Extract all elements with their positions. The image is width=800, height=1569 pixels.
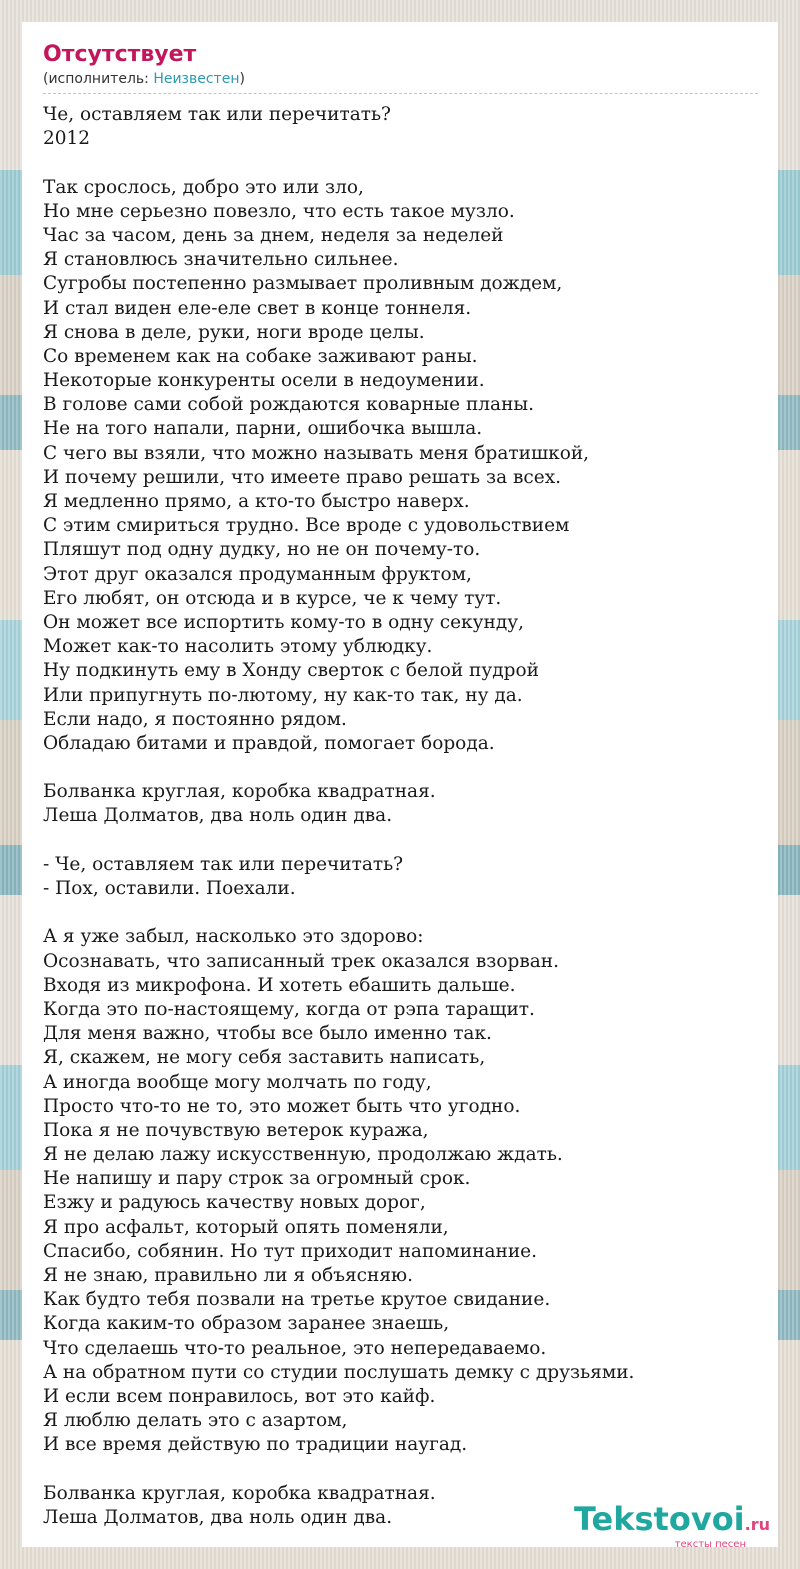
artist-prefix: (исполнитель: [43, 71, 154, 87]
lyrics-line: А на обратном пути со студии послушать демку с друзьями. [43, 1361, 635, 1383]
lyrics-line: С чего вы взяли, что можно называть меня братишкой, [43, 442, 590, 464]
lyrics-line: - Пох, оставили. Поехали. [43, 878, 296, 899]
lyrics-line: 2012 [43, 128, 91, 150]
lyrics-line: Болванка круглая, коробка квадратная. [43, 1482, 436, 1504]
lyrics-line: Для меня важно, чтобы все было именно так. [43, 1023, 492, 1045]
lyrics-line: Я не делаю лажу искусственную, продолжаю ждать. [43, 1144, 563, 1166]
lyrics-blank-line [43, 901, 758, 925]
tekstovoi-logo[interactable] [574, 1502, 770, 1551]
lyrics-line: Сугробы постепенно размывает проливным дождем, [43, 273, 563, 295]
lyrics-line: Если надо, я постоянно рядом. [43, 708, 347, 730]
lyrics-line: Леша Долматов, два ноль один два. [43, 1506, 393, 1528]
lyrics-blank-line [43, 829, 758, 853]
lyrics-line: Он может все испортить кому-то в одну секунду, [43, 611, 524, 633]
lyrics-line: Я становлюсь значительно сильнее. [43, 249, 399, 271]
lyrics-line: А я уже забыл, насколько это здорово: [43, 926, 424, 948]
lyrics-line: Со временем как на собаке заживают раны. [43, 345, 478, 367]
lyrics-line: И стал виден еле-еле свет в конце тоннеля. [43, 297, 472, 319]
lyrics-line: Я, скажем, не могу себя заставить написать, [43, 1047, 486, 1069]
artist-link[interactable]: Неизвестен [153, 71, 240, 87]
lyrics-line: Когда это по-настоящему, когда от рэпа таращит. [43, 998, 535, 1020]
lyrics-line: С этим смириться трудно. Все вроде с удовольствием [43, 515, 570, 537]
lyrics-text [43, 103, 758, 1530]
lyrics-line: Болванка круглая, коробка квадратная. [43, 781, 436, 803]
lyrics-line: Не на того напали, парни, ошибочка вышла. [43, 418, 483, 440]
lyrics-line: Я снова в деле, руки, ноги вроде целы. [43, 321, 425, 343]
logo-tagline: тексты песен [674, 1539, 746, 1550]
artist-suffix: ) [239, 71, 245, 87]
lyrics-line: Просто что-то не то, это может быть что угодно. [43, 1095, 521, 1117]
lyrics-line: А иногда вообще могу молчать по году, [43, 1071, 432, 1093]
lyrics-line: Час за часом, день за днем, неделя за неделей [43, 224, 504, 246]
lyrics-card [22, 22, 778, 1547]
lyrics-line: Некоторые конкуренты осели в недоумении. [43, 370, 485, 392]
lyrics-line: Езжу и радуюсь качеству новых дорог, [43, 1192, 426, 1214]
lyrics-blank-line [43, 151, 758, 175]
lyrics-line: В голове сами собой рождаются коварные планы. [43, 394, 535, 416]
lyrics-blank-line [43, 1458, 758, 1482]
logo-domain: .ru [744, 1515, 770, 1534]
logo-wordmark [574, 1502, 770, 1542]
lyrics-line: Как будто тебя позвали на третье крутое свидание. [43, 1289, 551, 1311]
lyrics-line: И почему решили, что имеете право решать за всех. [43, 466, 562, 488]
song-title: Отсутствует [43, 42, 197, 67]
lyrics-line: Или припугнуть по-лютому, ну как-то так, ну да. [43, 684, 523, 706]
lyrics-line: Но мне серьезно повезло, что есть такое музло. [43, 200, 515, 222]
lyrics-line: И все время действую по традиции наугад. [43, 1434, 468, 1456]
lyrics-line: Я люблю делать это с азартом, [43, 1410, 348, 1432]
lyrics-blank-line [43, 756, 758, 780]
lyrics-line: Этот друг оказался продуманным фруктом, [43, 563, 472, 585]
lyrics-line: Я медленно прямо, а кто-то быстро наверх. [43, 491, 470, 512]
lyrics-line: Его любят, он отсюда и в курсе, че к чему тут. [43, 587, 502, 609]
lyrics-line: Обладаю битами и правдой, помогает борода. [43, 732, 495, 754]
lyrics-line: - Че, оставляем так или перечитать? [43, 853, 404, 875]
lyrics-line: Спасибо, собянин. Но тут приходит напоминание. [43, 1240, 537, 1262]
lyrics-line: Может как-то насолить этому ублюдку. [43, 636, 433, 658]
lyrics-line: Пляшут под одну дудку, но не он почему-то. [43, 539, 481, 561]
lyrics-line: Не напишу и пару строк за огромный срок. [43, 1168, 471, 1190]
lyrics-line: Осознавать, что записанный трек оказался взорван. [43, 950, 560, 972]
lyrics-line: И если всем понравилось, вот это кайф. [43, 1385, 436, 1407]
artist-line [43, 70, 758, 94]
lyrics-line: Так срослось, добро это или зло, [43, 176, 364, 198]
logo-main-text: Tekstovoi [573, 1500, 745, 1538]
lyrics-line: Я не знаю, правильно ли я объясняю. [43, 1265, 413, 1286]
lyrics-line: Пока я не почувствую ветерок куража, [43, 1119, 429, 1141]
lyrics-line: Че, оставляем так или перечитать? [43, 104, 391, 125]
lyrics-line: Что сделаешь что-то реальное, это непередаваемо. [43, 1337, 547, 1359]
lyrics-line: Я про асфальт, который опять поменяли, [43, 1216, 449, 1238]
lyrics-line: Когда каким-то образом заранее знаешь, [43, 1313, 450, 1335]
lyrics-line: Ну подкинуть ему в Хонду сверток с белой пудрой [43, 660, 539, 682]
lyrics-line: Леша Долматов, два ноль один два. [43, 805, 393, 827]
lyrics-line: Входя из микрофона. И хотеть ебашить дальше. [43, 974, 516, 996]
